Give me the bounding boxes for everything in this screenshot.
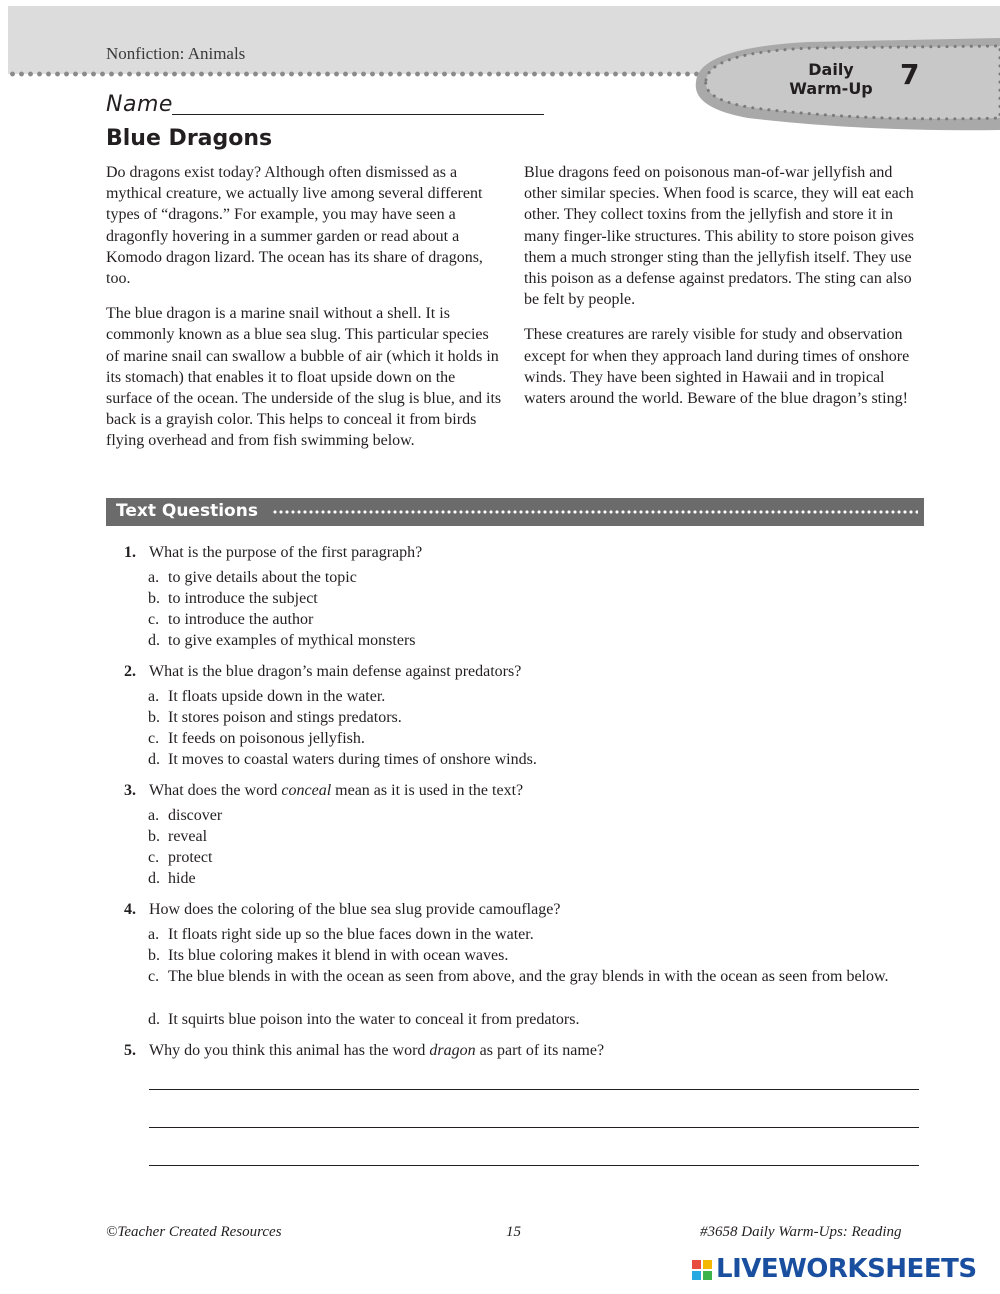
option-text: to give examples of mythical monsters [168,632,416,649]
option-letter: d. [148,870,160,887]
question-text-before: What does the word [149,782,282,799]
option-letter: c. [148,730,160,747]
answer-line-1[interactable] [149,1089,919,1090]
option-letter: a. [148,688,160,705]
question-number: 2. [124,663,136,680]
question-text: What is the purpose of the first paragraph? [149,544,423,561]
category-label: Nonfiction: Animals [106,44,246,63]
question-text [149,780,919,801]
article-left-column [106,162,504,466]
option-text: It feeds on poisonous jellyfish. [168,730,365,747]
badge-title [770,60,892,98]
option-letter: d. [148,1011,160,1028]
question-text-after: as part of its name? [475,1042,605,1059]
question-text: What is the blue dragon’s main defense against predators? [149,663,522,680]
footer-book-title: #3658 Daily Warm-Ups: Reading [700,1224,902,1240]
badge-number: 7 [900,58,920,91]
question-text: How does the coloring of the blue sea slug provide camouflage? [149,901,561,918]
badge-line-daily: Daily [808,60,854,79]
question-number: 4. [124,901,136,918]
article-paragraph: Do dragons exist today? Although often dismissed as a mythical creature, we actually live among several different types of “dragons.” For example, you may have seen a dragonfly hovering in a summer garden or read about a Komodo dragon lizard. The ocean has its share of dragons, too. [106,164,483,288]
option-text: discover [168,807,223,824]
option-text: It floats upside down in the water. [168,688,386,705]
footer-page-number: 15 [506,1224,521,1240]
option-letter: d. [148,751,160,768]
answer-line-3[interactable] [149,1165,919,1166]
option-text: protect [168,849,213,866]
article-paragraph: Blue dragons feed on poisonous man-of-war jellyfish and other similar species. When food is scarce, they will eat each other. They collect toxins from the jellyfish and store it in many finger-like structures. This ability to store poison gives them a much stronger sting than the jellyfish itself. They use this poison as a defense against predators. The sting can also be felt by people. [524,164,914,309]
section-dotted-rule [272,509,918,515]
option-text: hide [168,870,196,887]
question-number: 3. [124,782,136,799]
question-text-before: Why do you think this animal has the word [149,1042,430,1059]
option-letter: b. [148,828,160,845]
option-text: to give details about the topic [168,569,357,586]
question-number: 5. [124,1042,136,1059]
option-letter: c. [148,611,160,628]
article-paragraph: The blue dragon is a marine snail without a shell. It is commonly known as a blue sea slug. This particular species of marine snail can swallow a bubble of air (which it holds in its stomach) that enables it to float upside down on the surface of the ocean. The underside of the slug is blue, and its back is a grayish color. This helps to conceal it from birds flying overhead and from fish swimming below. [106,305,502,450]
option-text: Its blue coloring makes it blend in with ocean waves. [168,947,509,964]
option-letter: a. [148,807,160,824]
option-text: to introduce the subject [168,590,318,607]
name-input-line[interactable] [172,114,544,115]
answer-line-2[interactable] [149,1127,919,1128]
liveworksheets-logo-icon [692,1260,712,1280]
badge-line-warmup: Warm-Up [789,79,873,98]
question-keyword: dragon [429,1042,476,1059]
option-text: It floats right side up so the blue faces down in the water. [168,926,534,943]
question-text-after: mean as it is used in the text? [331,782,524,799]
option-letter: d. [148,632,160,649]
option-letter: c. [148,849,160,866]
section-header-bar [106,498,924,526]
option-letter: b. [148,709,160,726]
option-letter: b. [148,947,160,964]
option-text: It squirts blue poison into the water to conceal it from predators. [168,1011,580,1028]
section-title: Text Questions [116,501,264,521]
liveworksheets-wordmark: LIVEWORKSHEETS [716,1254,977,1284]
option-letter: a. [148,926,160,943]
option-letter: c. [148,968,160,985]
article-title: Blue Dragons [106,126,273,151]
option-text: to introduce the author [168,611,314,628]
question-number: 1. [124,544,136,561]
header-dotted-rule [8,70,708,78]
option-text: The blue blends in with the ocean as seen from above, and the gray blends in with the ocean as seen from below. [168,968,889,985]
option-text: It moves to coastal waters during times of onshore winds. [168,751,537,768]
option-text: reveal [168,828,208,845]
option-letter: a. [148,569,160,586]
question-keyword: conceal [281,782,332,799]
footer-publisher: ©Teacher Created Resources [106,1224,282,1240]
article-paragraph: These creatures are rarely visible for study and observation except for when they approach land during times of onshore winds. They have been sighted in Hawaii and in tropical waters around the world. Beware of the blue dragon’s sting! [524,326,910,408]
option-text: It stores poison and stings predators. [168,709,402,726]
article-right-column [524,162,926,423]
name-label: Name [106,92,173,117]
option-letter: b. [148,590,160,607]
question-text [149,1040,919,1061]
